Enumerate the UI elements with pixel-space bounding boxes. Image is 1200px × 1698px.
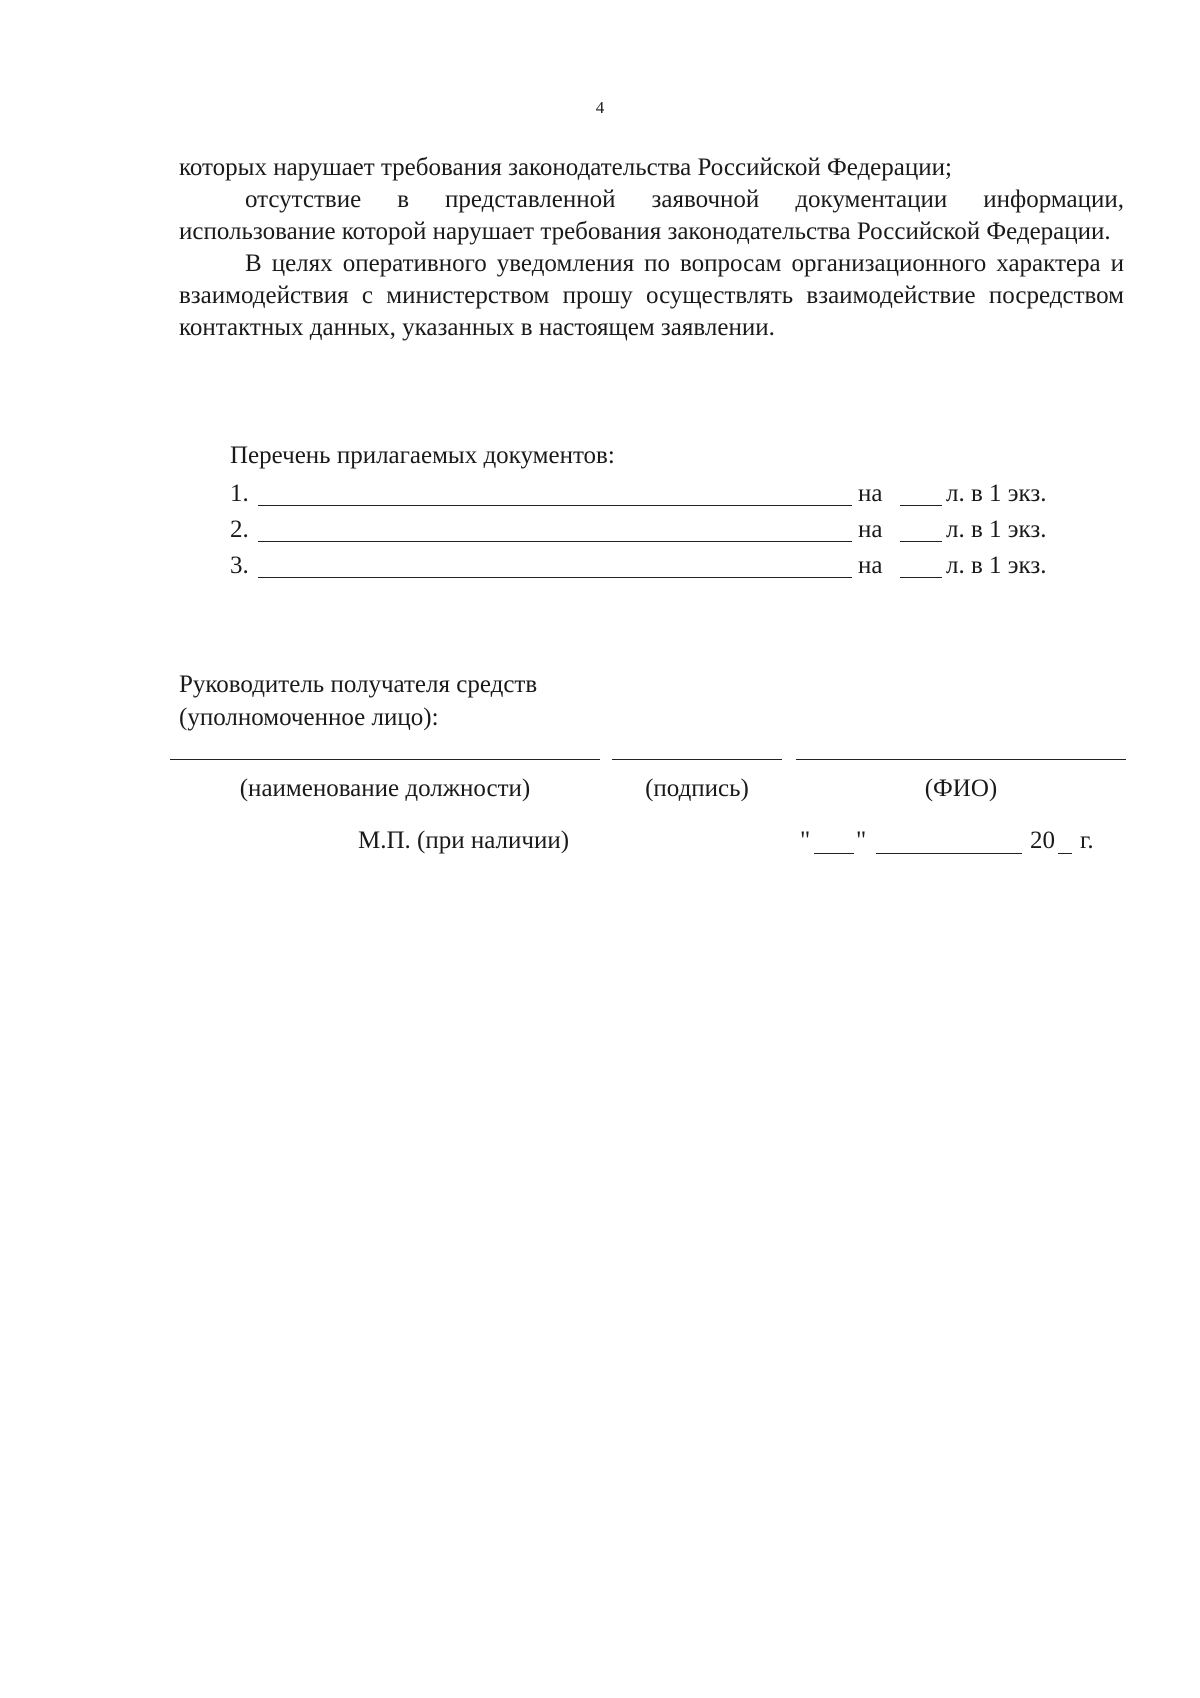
date-year-suffix: г. bbox=[1080, 827, 1094, 854]
date-year-blank[interactable] bbox=[1058, 825, 1072, 854]
attachment-name-blank[interactable] bbox=[258, 477, 852, 506]
attachment-pages-blank[interactable] bbox=[900, 549, 942, 578]
paragraph-2: отсутствие в представленной заявочной документации информации, использование которой нарушает требования законодательства Российской Федерации. bbox=[179, 186, 1124, 245]
head-title-line2: (уполномоченное лицо): bbox=[179, 704, 439, 731]
attachment-copies: л. в 1 экз. bbox=[946, 516, 1047, 543]
paragraph-3: В целях оперативного уведомления по вопросам организационного характера и взаимодействия с министерством прошу осуществлять взаимодействие посредством контактных данных, указанных в настоящем заявлении. bbox=[179, 250, 1124, 341]
attachment-na: на bbox=[858, 552, 883, 579]
attachments-title: Перечень прилагаемых документов: bbox=[230, 442, 615, 469]
date-year-prefix: 20 bbox=[1030, 827, 1055, 854]
attachment-name-blank[interactable] bbox=[258, 549, 852, 578]
full-name-line[interactable] bbox=[796, 759, 1126, 760]
date-close-quote: " bbox=[856, 827, 867, 854]
head-title bbox=[179, 668, 537, 734]
date-day-blank[interactable] bbox=[814, 825, 854, 854]
attachment-number: 1. bbox=[230, 480, 249, 507]
signature-line[interactable] bbox=[612, 759, 782, 760]
stamp-label: М.П. (при наличии) bbox=[358, 827, 570, 854]
page-number: 4 bbox=[595, 98, 605, 117]
attachment-pages-blank[interactable] bbox=[900, 513, 942, 542]
attachment-copies: л. в 1 экз. bbox=[946, 552, 1047, 579]
attachment-pages-blank[interactable] bbox=[900, 477, 942, 506]
attachment-row-1 bbox=[230, 477, 1060, 511]
paragraph-1: которых нарушает требования законодательства Российской Федерации; bbox=[179, 154, 952, 181]
date-open-quote: " bbox=[800, 827, 811, 854]
date-row bbox=[800, 825, 1110, 857]
full-name-caption: (ФИО) bbox=[924, 775, 998, 802]
attachment-row-3 bbox=[230, 549, 1060, 583]
body-text bbox=[179, 152, 1124, 344]
head-title-line1: Руководитель получателя средств bbox=[179, 671, 538, 698]
attachment-row-2 bbox=[230, 513, 1060, 547]
signature-caption: (подпись) bbox=[645, 775, 749, 802]
attachment-number: 2. bbox=[230, 516, 249, 543]
attachment-na: на bbox=[858, 516, 883, 543]
date-month-blank[interactable] bbox=[876, 825, 1022, 854]
attachment-copies: л. в 1 экз. bbox=[946, 480, 1047, 507]
position-caption: (наименование должности) bbox=[239, 775, 531, 802]
attachment-number: 3. bbox=[230, 552, 249, 579]
position-line[interactable] bbox=[170, 759, 600, 760]
attachment-name-blank[interactable] bbox=[258, 513, 852, 542]
attachment-na: на bbox=[858, 480, 883, 507]
